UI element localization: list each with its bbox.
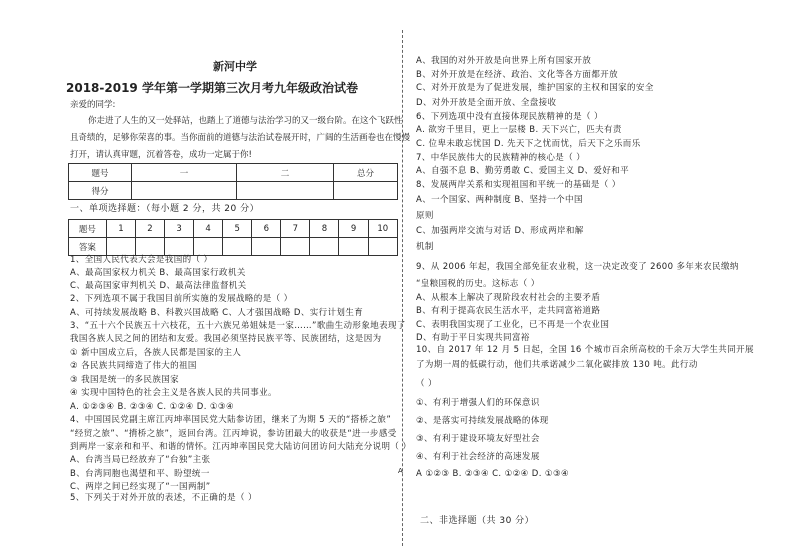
- question-line: 3、“五十六个民族五十六枝花，五十六族兄弟姐妹是一家……”歌曲生动形象地表现了: [70, 321, 406, 331]
- section1-heading: 一、单项选择题：（每小题 2 分，共 20 分）: [70, 204, 260, 214]
- question-line: ① 新中国成立后，各族人民都是国家的主人: [70, 348, 242, 358]
- question-line: A. ①②③④ B. ②③④ C. ①②④ D. ①③④: [70, 402, 234, 412]
- answer-blank[interactable]: [310, 238, 339, 256]
- school-name: 新河中学: [213, 60, 257, 73]
- answer-blank[interactable]: [223, 238, 252, 256]
- question-line: A、可持续发展战略 B、科教兴国战略 C、人才强国战略 D、实行计划生育: [70, 308, 364, 318]
- score-table-cell: 总分: [334, 164, 398, 182]
- question-line: 8、发展两岸关系和实现祖国和平统一的基础是（ ）: [416, 180, 621, 190]
- answer-table-number: 3: [165, 220, 194, 238]
- question-line: B、台湾同胞也渴望和平、盼望统一: [70, 469, 210, 479]
- question-line: 10、自 2017 年 12 月 5 日起，全国 16 个城市百余所高校的千余万大学生共同开展: [416, 345, 754, 355]
- intro-line: 且奇绩的，足够你荣喜的事。当你面前的道德与法治试卷展开时，广阔的生活画卷也在慢慢: [70, 133, 411, 143]
- answer-table-number: 2: [135, 220, 164, 238]
- answer-table-number: 9: [339, 220, 368, 238]
- question-line: C、两岸之间已经实现了“一国两制”: [70, 482, 211, 492]
- answer-blank[interactable]: [106, 238, 135, 256]
- intro-line: 你走进了人生的又一处驿站，也踏上了道德与法治学习的又一级台阶。在这个飞跃性: [88, 116, 403, 126]
- answer-table-label: 答案: [69, 238, 107, 256]
- question-line: C、表明我国实现了工业化，已不再是一个农业国: [416, 320, 610, 330]
- question-line: D、对外开放是全面开放、全盘接收: [416, 98, 557, 108]
- question-line: C、加强两岸交流与对话 D、形成两岸和解: [416, 226, 584, 236]
- question-line: C、最高国家审判机关 D、最高法律监督机关: [70, 281, 247, 291]
- question-line: ③ 我国是统一的多民族国家: [70, 375, 180, 385]
- answer-blank[interactable]: [135, 238, 164, 256]
- question-line: ③、有利于建设环境友好型社会: [416, 434, 540, 444]
- answer-table-number: 4: [194, 220, 223, 238]
- question-line: （ ）: [416, 379, 437, 389]
- question-line: 到两岸一家亲和和平、和谐的情怀。江丙坤率国民党大陆访问团访问大陆充分说明（ ）: [70, 442, 412, 452]
- question-line: B、对外开放是在经济、政治、文化等各方面都开放: [416, 70, 619, 80]
- question-line: D、有助于平日实现共同富裕: [416, 333, 530, 343]
- question-line: ② 各民族共同缔造了伟大的祖国: [70, 361, 197, 371]
- section2-heading: 二、非选择题（共 30 分）: [420, 516, 535, 526]
- score-table-cell: [237, 182, 334, 200]
- question-line: A. 欲穷千里目，更上一层楼 B. 天下兴亡，匹夫有责: [416, 125, 622, 135]
- question-line: “皇粮国税的历史。这标志（ ）: [416, 279, 540, 289]
- answer-table-number: 7: [281, 220, 310, 238]
- question-line: ②、是落实可持续发展战略的体现: [416, 416, 549, 426]
- question-line: 2、下列选项不属于我国目前所实施的发展战略的是（ ）: [70, 294, 293, 304]
- question-line: A、自强不息 B、勤劳勇敢 C、爱国主义 D、爱好和平: [416, 166, 630, 176]
- score-table-cell: [132, 182, 237, 200]
- question-line: 机制: [416, 242, 434, 252]
- question-line: A、从根本上解决了现阶段农村社会的主要矛盾: [416, 293, 601, 303]
- answer-table-header: 题号: [69, 220, 107, 238]
- score-table-cell: [334, 182, 398, 200]
- answer-table: [68, 219, 398, 256]
- question-line: 原则: [416, 211, 434, 221]
- question-line: B、有利于提高农民生活水平，走共同富裕道路: [416, 306, 601, 316]
- answer-table-number: 1: [106, 220, 135, 238]
- question-line: 5、下列关于对外开放的表述，不正确的是（ ）: [70, 493, 257, 503]
- question-line: A、一个国家、两种制度 B、坚持一个中国: [416, 195, 583, 205]
- question-line: 7、中华民族伟大的民族精神的核心是（ ）: [416, 153, 586, 163]
- score-table-cell: 二: [237, 164, 334, 182]
- score-table: [68, 163, 398, 200]
- question-line: ④ 实现中国特色的社会主义是各族人民的共同事业。: [70, 388, 277, 398]
- answer-blank[interactable]: [281, 238, 310, 256]
- question-line: ①、有利于增强人们的环保意识: [416, 398, 540, 408]
- question-line: C、对外开放是为了促进发展，维护国家的主权和国家的安全: [416, 83, 654, 93]
- question-line: A、最高国家权力机关 B、最高国家行政机关: [70, 268, 246, 278]
- question-line: 4、中国国民党副主席江丙坤率国民党大陆参访团，继来了为期 5 天的“搭桥之旅”: [70, 415, 392, 425]
- question-line: A ①②③ B. ②③④ C. ①②④ D. ①③④: [416, 469, 569, 479]
- score-table-cell: 题号: [69, 164, 132, 182]
- answer-blank[interactable]: [252, 238, 281, 256]
- answer-blank[interactable]: [339, 238, 368, 256]
- question-line: A、我国的对外开放是向世界上所有国家开放: [416, 56, 592, 66]
- question-line: 1、全国人民代表大会是我国的（ ）: [70, 255, 213, 265]
- score-table-cell: 得分: [69, 182, 132, 200]
- answer-blank[interactable]: [165, 238, 194, 256]
- answer-table-number: 5: [223, 220, 252, 238]
- question-line: 6、下列选项中没有直接体现民族精神的是（ ）: [416, 112, 603, 122]
- intro-line: 打开，请认真审题，沉着答卷，成功一定属于你!: [70, 150, 252, 160]
- margin-mark: A: [398, 467, 403, 475]
- question-line: A、台湾当局已经放弃了“台独”主张: [70, 455, 211, 465]
- answer-blank[interactable]: [194, 238, 223, 256]
- question-line: C. 位卑未敢忘忧国 D. 先天下之忧而忧，后天下之乐而乐: [416, 139, 641, 149]
- answer-table-number: 6: [252, 220, 281, 238]
- exam-title: 2018-2019 学年第一学期第三次月考九年级政治试卷: [66, 81, 358, 95]
- score-table-cell: 一: [132, 164, 237, 182]
- question-line: 了为期一周的低碳行动，他们共承诺减少二氧化碳排放 130 吨。此行动: [416, 360, 698, 370]
- answer-table-number: 8: [310, 220, 339, 238]
- question-line: ④、有利于社会经济的高速发展: [416, 452, 540, 462]
- question-line: 我国各族人民之间的团结和友爱。我国必须坚持民族平等、民族团结，这是因为: [70, 334, 382, 344]
- question-line: 9、从 2006 年起，我国全部免征农业税，这一决定改变了 2600 多年来农民缴纳: [416, 262, 739, 272]
- answer-blank[interactable]: [368, 238, 397, 256]
- greeting: 亲爱的同学:: [70, 100, 116, 110]
- question-line: “经贸之旅”、“揹桥之旅”，返回台湾。江丙坤说，参访团最大的收获是“进一步感受: [70, 429, 397, 439]
- answer-table-number: 10: [368, 220, 397, 238]
